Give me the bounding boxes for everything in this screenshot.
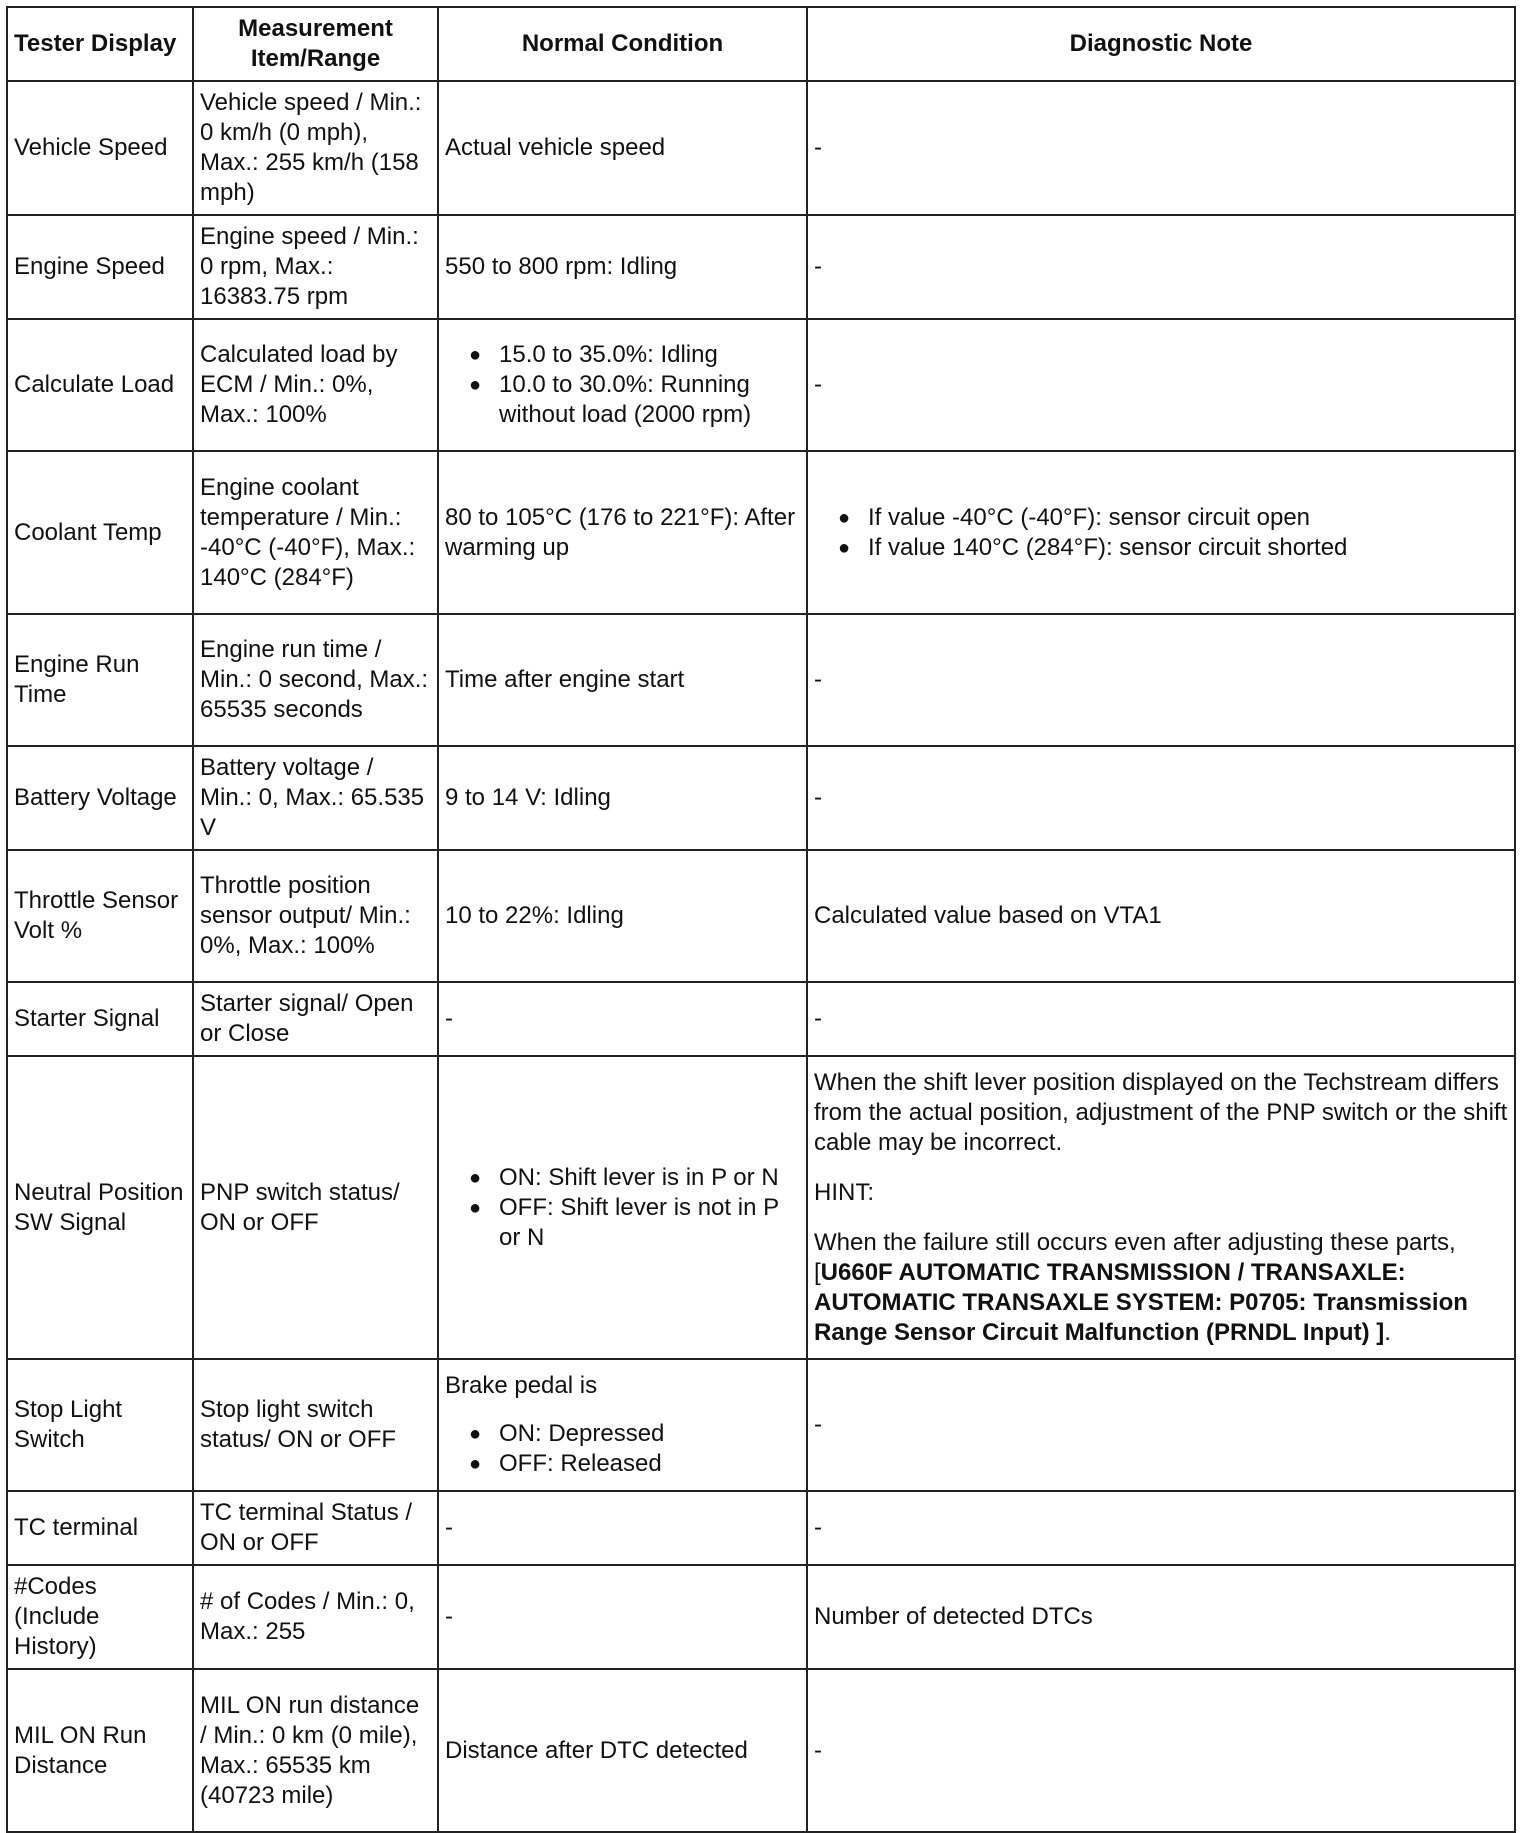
table-row: [7, 81, 1515, 215]
cell-normal-condition: 550 to 800 rpm: Idling: [438, 215, 807, 319]
cell-measurement: Stop light switch status/ ON or OFF: [193, 1359, 438, 1491]
cell-normal-condition: -: [438, 1565, 807, 1669]
cell-measurement: Starter signal/ Open or Close: [193, 982, 438, 1056]
cell-normal-condition: 9 to 14 V: Idling: [438, 746, 807, 850]
cell-tester-display: Engine Speed: [7, 215, 193, 319]
cell-tester-display: Starter Signal: [7, 982, 193, 1056]
cell-measurement: MIL ON run distance / Min.: 0 km (0 mile), Max.: 65535 km (40723 mile): [193, 1669, 438, 1832]
cell-tester-display: Neutral Position SW Signal: [7, 1056, 193, 1359]
table-row: [7, 1491, 1515, 1565]
cell-tester-display: Battery Voltage: [7, 746, 193, 850]
cell-normal-condition: 80 to 105°C (176 to 221°F): After warming up: [438, 451, 807, 614]
list-item: ● ON: Shift lever is in P or N: [469, 1163, 800, 1193]
table-row: [7, 1669, 1515, 1832]
cell-diagnostic-note: Calculated value based on VTA1: [807, 850, 1515, 982]
table-row: [7, 614, 1515, 746]
list-item: ● OFF: Shift lever is not in P or N: [469, 1193, 800, 1253]
cell-normal-condition: [438, 1056, 807, 1359]
cell-diagnostic-note: -: [807, 215, 1515, 319]
cell-tester-display: Calculate Load: [7, 319, 193, 451]
normal-condition-list: [445, 1419, 800, 1479]
cell-measurement: Calculated load by ECM / Min.: 0%, Max.: 100%: [193, 319, 438, 451]
cell-diagnostic-note: -: [807, 1669, 1515, 1832]
cell-measurement: Vehicle speed / Min.: 0 km/h (0 mph), Max.: 255 km/h (158 mph): [193, 81, 438, 215]
cell-diagnostic-note: -: [807, 1359, 1515, 1491]
table-row: [7, 982, 1515, 1056]
cell-measurement: Throttle position sensor output/ Min.: 0%, Max.: 100%: [193, 850, 438, 982]
cell-measurement: TC terminal Status / ON or OFF: [193, 1491, 438, 1565]
cell-tester-display: TC terminal: [7, 1491, 193, 1565]
cell-normal-condition: [438, 1359, 807, 1491]
cell-measurement: Engine run time / Min.: 0 second, Max.: 65535 seconds: [193, 614, 438, 746]
reference-link[interactable]: U660F AUTOMATIC TRANSMISSION / TRANSAXLE: AUTOMATIC TRANSAXLE SYSTEM: P0705: Transmission Range Sensor Circuit Malfunction (PRNDL Input) ]: [814, 1258, 1468, 1346]
diagnostic-note-list: [814, 503, 1508, 563]
note-paragraph: When the shift lever position displayed on the Techstream differs from the actual position, adjustment of the PNP switch or the shift cable may be incorrect.: [814, 1068, 1508, 1156]
cell-diagnostic-note: -: [807, 81, 1515, 215]
cell-diagnostic-note: Number of detected DTCs: [807, 1565, 1515, 1669]
cell-measurement: Battery voltage / Min.: 0, Max.: 65.535 V: [193, 746, 438, 850]
list-item: ● ON: Depressed: [469, 1419, 800, 1449]
normal-condition-lead: Brake pedal is: [445, 1372, 598, 1399]
cell-tester-display: Stop Light Switch: [7, 1359, 193, 1491]
list-item: ● OFF: Released: [469, 1449, 800, 1479]
cell-normal-condition: Distance after DTC detected: [438, 1669, 807, 1832]
header-measurement: Measurement Item/Range: [193, 7, 438, 81]
normal-condition-list: [445, 340, 800, 430]
cell-tester-display: #Codes (Include History): [7, 1565, 193, 1669]
table-row: [7, 319, 1515, 451]
cell-diagnostic-note: -: [807, 319, 1515, 451]
normal-condition-list: [445, 1163, 800, 1253]
cell-tester-display: Coolant Temp: [7, 451, 193, 614]
cell-tester-display: Vehicle Speed: [7, 81, 193, 215]
data-list-sheet: [6, 6, 1514, 1833]
cell-normal-condition: -: [438, 982, 807, 1056]
cell-normal-condition: 10 to 22%: Idling: [438, 850, 807, 982]
cell-normal-condition: [438, 319, 807, 451]
cell-tester-display: MIL ON Run Distance: [7, 1669, 193, 1832]
table-row: [7, 1565, 1515, 1669]
cell-diagnostic-note: -: [807, 982, 1515, 1056]
reference-suffix: .: [1384, 1318, 1391, 1346]
cell-diagnostic-note: -: [807, 1491, 1515, 1565]
cell-measurement: # of Codes / Min.: 0, Max.: 255: [193, 1565, 438, 1669]
list-item: ● If value -40°C (-40°F): sensor circuit open: [838, 503, 1508, 533]
table-row: [7, 451, 1515, 614]
table-row: [7, 746, 1515, 850]
header-diagnostic-note: Diagnostic Note: [807, 7, 1515, 81]
list-item: ● 10.0 to 30.0%: Running without load (2000 rpm): [469, 370, 800, 430]
cell-normal-condition: Actual vehicle speed: [438, 81, 807, 215]
reference-prefix: When the failure still occurs even after adjusting these parts, [: [814, 1228, 1456, 1286]
data-list-table: [6, 6, 1516, 1833]
cell-normal-condition: Time after engine start: [438, 614, 807, 746]
cell-diagnostic-note: [807, 451, 1515, 614]
cell-diagnostic-note: -: [807, 746, 1515, 850]
cell-diagnostic-note: [807, 1056, 1515, 1359]
header-tester-display: Tester Display: [7, 7, 193, 81]
table-row: [7, 215, 1515, 319]
cell-measurement: PNP switch status/ ON or OFF: [193, 1056, 438, 1359]
table-row: [7, 850, 1515, 982]
cell-tester-display: Throttle Sensor Volt %: [7, 850, 193, 982]
header-normal-condition: Normal Condition: [438, 7, 807, 81]
cell-measurement: Engine speed / Min.: 0 rpm, Max.: 16383.75 rpm: [193, 215, 438, 319]
list-item: ● If value 140°C (284°F): sensor circuit shorted: [838, 533, 1508, 563]
list-item: ● 15.0 to 35.0%: Idling: [469, 340, 800, 370]
cell-diagnostic-note: -: [807, 614, 1515, 746]
reference-paragraph: [814, 1228, 1508, 1348]
table-row: [7, 1056, 1515, 1359]
header-row: [7, 7, 1515, 81]
hint-label: HINT:: [814, 1178, 874, 1206]
cell-tester-display: Engine Run Time: [7, 614, 193, 746]
cell-measurement: Engine coolant temperature / Min.: -40°C (-40°F), Max.: 140°C (284°F): [193, 451, 438, 614]
table-row: [7, 1359, 1515, 1491]
cell-normal-condition: -: [438, 1491, 807, 1565]
